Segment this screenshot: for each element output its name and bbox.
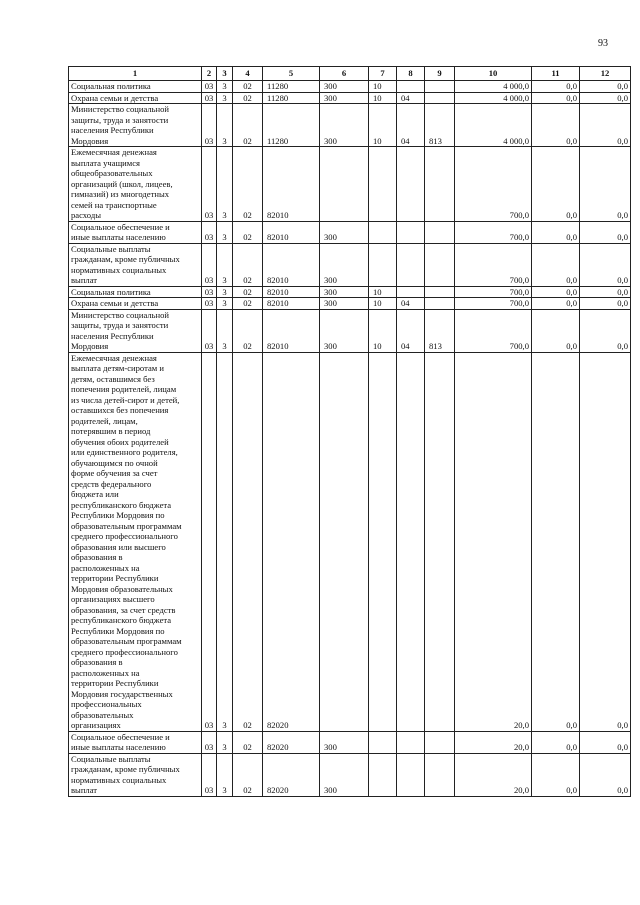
- row-cell: 02: [233, 753, 263, 796]
- row-cell: 300: [320, 92, 369, 104]
- row-cell: 3: [217, 286, 233, 298]
- row-cell: [425, 243, 455, 286]
- row-cell: 4 000,0: [455, 92, 532, 104]
- row-cell: 82010: [263, 298, 320, 310]
- row-cell: 300: [320, 81, 369, 93]
- row-cell: [369, 221, 397, 243]
- row-cell: 02: [233, 81, 263, 93]
- row-cell: 3: [217, 221, 233, 243]
- row-cell: [397, 81, 425, 93]
- row-cell: [397, 731, 425, 753]
- row-label: Ежемесячная денежная выплата детям-сиротам и детям, оставшимся без попечения родителей, лицам из числа детей-сирот и детей, оставшихся без попечения родителей, лицам, потерявшим в период обучения обоих родителей или единственного родителя, обучающимся по очной форме обучения за счет средств федерального бюджета или республиканского бюджета Республики Мордовия по образовательным программам среднего профессионального образования или высшего образования в расположенных на территории Республики Мордовия образовательных организациях высшего образования, за счет средств республиканского бюджета Республики Мордовия по образовательным программам среднего профессионального образования в расположенных на территории Республики Мордовия государственных профессиональных образовательных организациях: [69, 352, 202, 731]
- row-cell: 3: [217, 147, 233, 222]
- row-cell: 0,0: [580, 731, 631, 753]
- row-cell: 700,0: [455, 243, 532, 286]
- row-cell: [369, 352, 397, 731]
- row-cell: 4 000,0: [455, 104, 532, 147]
- row-cell: 03: [202, 298, 217, 310]
- row-cell: 300: [320, 104, 369, 147]
- header-row: [69, 67, 631, 81]
- row-cell: 3: [217, 104, 233, 147]
- row-cell: 3: [217, 298, 233, 310]
- row-cell: 300: [320, 753, 369, 796]
- row-cell: 04: [397, 104, 425, 147]
- row-cell: 3: [217, 92, 233, 104]
- row-cell: 0,0: [532, 753, 580, 796]
- row-cell: 03: [202, 81, 217, 93]
- row-cell: 0,0: [532, 298, 580, 310]
- row-cell: [369, 243, 397, 286]
- column-header: 10: [455, 67, 532, 81]
- row-label: Социальные выплаты гражданам, кроме публичных нормативных социальных выплат: [69, 243, 202, 286]
- row-cell: [397, 753, 425, 796]
- row-cell: 02: [233, 352, 263, 731]
- row-cell: 03: [202, 221, 217, 243]
- column-header: 6: [320, 67, 369, 81]
- row-label: Министерство социальной защиты, труда и занятости населения Республики Мордовия: [69, 309, 202, 352]
- row-cell: 11280: [263, 92, 320, 104]
- table-row: [69, 92, 631, 104]
- row-cell: 82010: [263, 221, 320, 243]
- row-cell: 700,0: [455, 286, 532, 298]
- row-cell: 03: [202, 309, 217, 352]
- row-cell: 0,0: [532, 731, 580, 753]
- row-cell: 0,0: [580, 309, 631, 352]
- row-cell: 813: [425, 104, 455, 147]
- row-label: Охрана семьи и детства: [69, 298, 202, 310]
- row-cell: 10: [369, 92, 397, 104]
- row-cell: 82010: [263, 147, 320, 222]
- row-cell: 11280: [263, 81, 320, 93]
- row-cell: [425, 92, 455, 104]
- row-cell: 02: [233, 243, 263, 286]
- row-cell: 03: [202, 147, 217, 222]
- row-cell: [425, 298, 455, 310]
- row-cell: 300: [320, 286, 369, 298]
- table-row: [69, 753, 631, 796]
- row-cell: 0,0: [580, 81, 631, 93]
- row-label: Социальное обеспечение и иные выплаты населению: [69, 731, 202, 753]
- row-cell: 04: [397, 298, 425, 310]
- column-header: 7: [369, 67, 397, 81]
- row-label: Охрана семьи и детства: [69, 92, 202, 104]
- row-cell: 03: [202, 243, 217, 286]
- row-cell: 0,0: [580, 104, 631, 147]
- table-row: [69, 104, 631, 147]
- row-cell: 300: [320, 731, 369, 753]
- row-cell: 0,0: [532, 309, 580, 352]
- table-row: [69, 352, 631, 731]
- row-cell: 20,0: [455, 352, 532, 731]
- row-cell: 0,0: [532, 243, 580, 286]
- row-label: Социальная политика: [69, 286, 202, 298]
- column-header: 3: [217, 67, 233, 81]
- row-cell: [425, 81, 455, 93]
- row-cell: 0,0: [580, 147, 631, 222]
- column-header: 8: [397, 67, 425, 81]
- row-cell: 0,0: [532, 104, 580, 147]
- table-row: [69, 731, 631, 753]
- row-cell: 02: [233, 147, 263, 222]
- table-row: [69, 298, 631, 310]
- row-cell: 03: [202, 731, 217, 753]
- row-label: Социальная политика: [69, 81, 202, 93]
- budget-table: [68, 66, 631, 797]
- row-cell: [369, 147, 397, 222]
- row-cell: [369, 731, 397, 753]
- row-cell: 03: [202, 104, 217, 147]
- row-cell: [425, 731, 455, 753]
- row-cell: 02: [233, 731, 263, 753]
- row-cell: [425, 286, 455, 298]
- row-cell: 300: [320, 309, 369, 352]
- row-cell: 0,0: [532, 221, 580, 243]
- row-cell: 0,0: [532, 147, 580, 222]
- row-cell: 02: [233, 104, 263, 147]
- row-cell: 4 000,0: [455, 81, 532, 93]
- column-header: 1: [69, 67, 202, 81]
- row-cell: 11280: [263, 104, 320, 147]
- table-row: [69, 243, 631, 286]
- row-cell: 0,0: [580, 221, 631, 243]
- row-cell: 3: [217, 753, 233, 796]
- row-label: Ежемесячная денежная выплата учащимся общеобразовательных организаций (школ, лицеев, гимназий) из многодетных семей на транспортные расходы: [69, 147, 202, 222]
- row-label: Социальные выплаты гражданам, кроме публичных нормативных социальных выплат: [69, 753, 202, 796]
- row-cell: [320, 147, 369, 222]
- row-cell: 02: [233, 92, 263, 104]
- row-cell: 10: [369, 309, 397, 352]
- table-row: [69, 221, 631, 243]
- row-cell: 0,0: [580, 286, 631, 298]
- row-cell: 20,0: [455, 753, 532, 796]
- row-cell: 0,0: [580, 753, 631, 796]
- row-cell: 3: [217, 81, 233, 93]
- row-cell: 04: [397, 309, 425, 352]
- table-row: [69, 286, 631, 298]
- table-row: [69, 81, 631, 93]
- row-cell: [425, 147, 455, 222]
- row-cell: 0,0: [532, 81, 580, 93]
- row-cell: 0,0: [532, 92, 580, 104]
- row-cell: 10: [369, 104, 397, 147]
- row-cell: 03: [202, 92, 217, 104]
- column-header: 11: [532, 67, 580, 81]
- row-cell: 10: [369, 81, 397, 93]
- column-header: 9: [425, 67, 455, 81]
- row-cell: 03: [202, 753, 217, 796]
- row-cell: 3: [217, 352, 233, 731]
- row-cell: 10: [369, 298, 397, 310]
- row-cell: [397, 286, 425, 298]
- row-cell: [369, 753, 397, 796]
- row-label: Социальное обеспечение и иные выплаты населению: [69, 221, 202, 243]
- row-cell: [425, 221, 455, 243]
- row-cell: 03: [202, 352, 217, 731]
- row-label: Министерство социальной защиты, труда и занятости населения Республики Мордовия: [69, 104, 202, 147]
- row-cell: 0,0: [532, 352, 580, 731]
- row-cell: 82010: [263, 286, 320, 298]
- row-cell: 700,0: [455, 298, 532, 310]
- row-cell: 0,0: [580, 352, 631, 731]
- row-cell: 813: [425, 309, 455, 352]
- row-cell: [425, 352, 455, 731]
- row-cell: [397, 147, 425, 222]
- row-cell: 300: [320, 298, 369, 310]
- row-cell: 82020: [263, 753, 320, 796]
- row-cell: [425, 753, 455, 796]
- row-cell: 02: [233, 309, 263, 352]
- row-cell: 82020: [263, 731, 320, 753]
- row-cell: 3: [217, 243, 233, 286]
- row-cell: [320, 352, 369, 731]
- row-cell: 700,0: [455, 147, 532, 222]
- page-number: 93: [598, 38, 608, 49]
- row-cell: 700,0: [455, 221, 532, 243]
- row-cell: 300: [320, 243, 369, 286]
- row-cell: 0,0: [580, 92, 631, 104]
- column-header: 2: [202, 67, 217, 81]
- row-cell: 300: [320, 221, 369, 243]
- table-body: [69, 81, 631, 797]
- row-cell: 3: [217, 731, 233, 753]
- row-cell: 0,0: [580, 298, 631, 310]
- row-cell: 82010: [263, 309, 320, 352]
- row-cell: 04: [397, 92, 425, 104]
- table-row: [69, 309, 631, 352]
- row-cell: [397, 221, 425, 243]
- row-cell: 03: [202, 286, 217, 298]
- row-cell: 3: [217, 309, 233, 352]
- row-cell: 82020: [263, 352, 320, 731]
- row-cell: [397, 243, 425, 286]
- table-row: [69, 147, 631, 222]
- row-cell: 700,0: [455, 309, 532, 352]
- column-header: 12: [580, 67, 631, 81]
- row-cell: 02: [233, 286, 263, 298]
- row-cell: 0,0: [532, 286, 580, 298]
- row-cell: 10: [369, 286, 397, 298]
- row-cell: 02: [233, 298, 263, 310]
- row-cell: 02: [233, 221, 263, 243]
- row-cell: 0,0: [580, 243, 631, 286]
- column-header: 5: [263, 67, 320, 81]
- column-header: 4: [233, 67, 263, 81]
- row-cell: 82010: [263, 243, 320, 286]
- row-cell: 20,0: [455, 731, 532, 753]
- row-cell: [397, 352, 425, 731]
